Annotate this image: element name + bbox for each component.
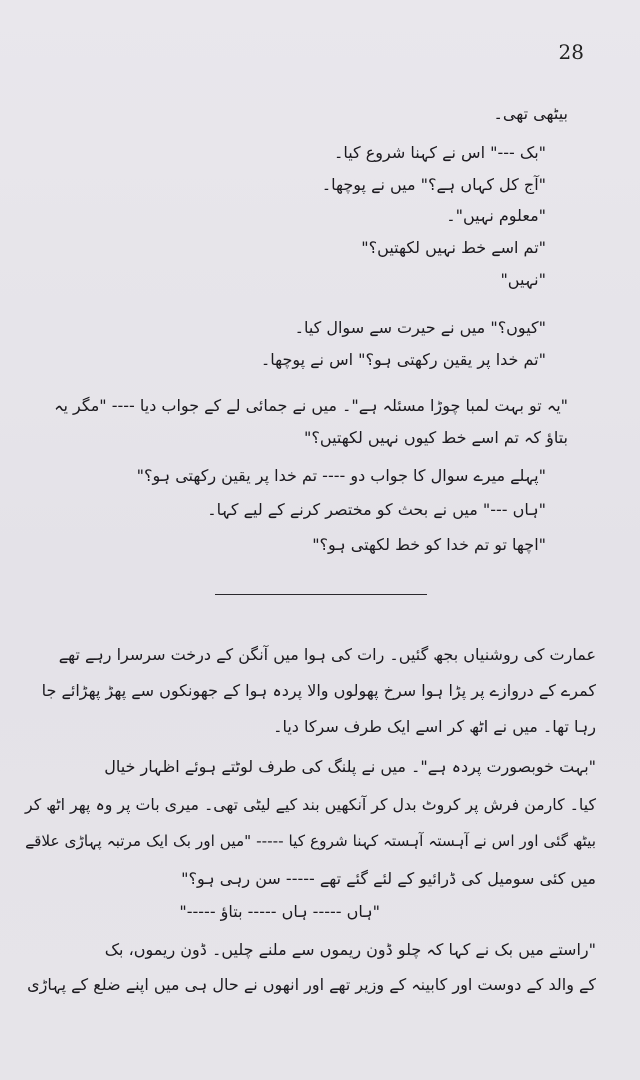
text-line: کے والد کے دوست اور کابینہ کے وزیر تھے اور انھوں نے حال ہی میں اپنے ضلع کے پہاڑی bbox=[27, 975, 596, 994]
text-line: "کیوں؟" میں نے حیرت سے سوال کیا۔ bbox=[294, 318, 546, 337]
section-divider bbox=[215, 594, 427, 595]
text-line: "ہاں ----- ہاں ----- بتاؤ -----" bbox=[179, 902, 380, 921]
text-line: "یہ تو بہت لمبا چوڑا مسئلہ ہے"۔ میں نے جمائی لے کے جواب دیا ---- "مگر یہ bbox=[54, 396, 568, 415]
text-line: "اچھا تو تم خدا کو خط لکھتی ہو؟" bbox=[312, 535, 546, 554]
text-line: عمارت کی روشنیاں بجھ گئیں۔ رات کی ہوا میں آنگن کے درخت سرسرا رہے تھے bbox=[58, 645, 596, 664]
text-line: بتاؤ کہ تم اسے خط کیوں نہیں لکھتیں؟" bbox=[304, 428, 568, 447]
text-line: بیٹھ گئی اور اس نے آہستہ آہستہ کہنا شروع کیا ----- "میں اور بک ایک مرتبہ پہاڑی علاقے bbox=[25, 832, 596, 850]
text-line: "آج کل کہاں ہے؟" میں نے پوچھا۔ bbox=[321, 175, 546, 194]
page-number: 28 bbox=[558, 40, 584, 64]
text-line: رہا تھا۔ میں نے اٹھ کر اسے ایک طرف سرکا دیا۔ bbox=[273, 717, 596, 736]
text-line: میں کئی سومیل کی ڈرائیو کے لئے گئے تھے ----- سن رہی ہو؟" bbox=[181, 869, 596, 888]
text-line: "تم خدا پر یقین رکھتی ہو؟" اس نے پوچھا۔ bbox=[260, 350, 546, 369]
text-line: کیا۔ کارمن فرش پر کروٹ بدل کر آنکھیں بند کیے لیٹی تھی۔ میری بات پر وہ پھر اٹھ کر bbox=[25, 795, 596, 814]
text-line: "تم اسے خط نہیں لکھتیں؟" bbox=[361, 238, 546, 257]
text-line: "پہلے میرے سوال کا جواب دو ---- تم خدا پر یقین رکھتی ہو؟" bbox=[136, 466, 546, 485]
text-line: "راستے میں بک نے کہا کہ چلو ڈون ریموں سے ملنے چلیں۔ ڈون ریموں، بک bbox=[104, 940, 596, 959]
text-line: "بک ---" اس نے کہنا شروع کیا۔ bbox=[333, 143, 546, 162]
text-line: "معلوم نہیں"۔ bbox=[446, 206, 546, 225]
text-line: "بہت خوبصورت پردہ ہے"۔ میں نے پلنگ کی طرف لوٹتے ہوئے اظہار خیال bbox=[104, 757, 596, 776]
text-line: کمرے کے دروازے پر پڑا ہوا سرخ پھولوں والا پردہ ہوا کے جھونکوں سے پھڑ پھڑائے جا bbox=[41, 681, 596, 700]
text-line: "نہیں" bbox=[500, 270, 546, 289]
text-line: بیٹھی تھی۔ bbox=[493, 104, 568, 123]
text-line: "ہاں ---" میں نے بحث کو مختصر کرنے کے لیے کہا۔ bbox=[207, 500, 546, 519]
